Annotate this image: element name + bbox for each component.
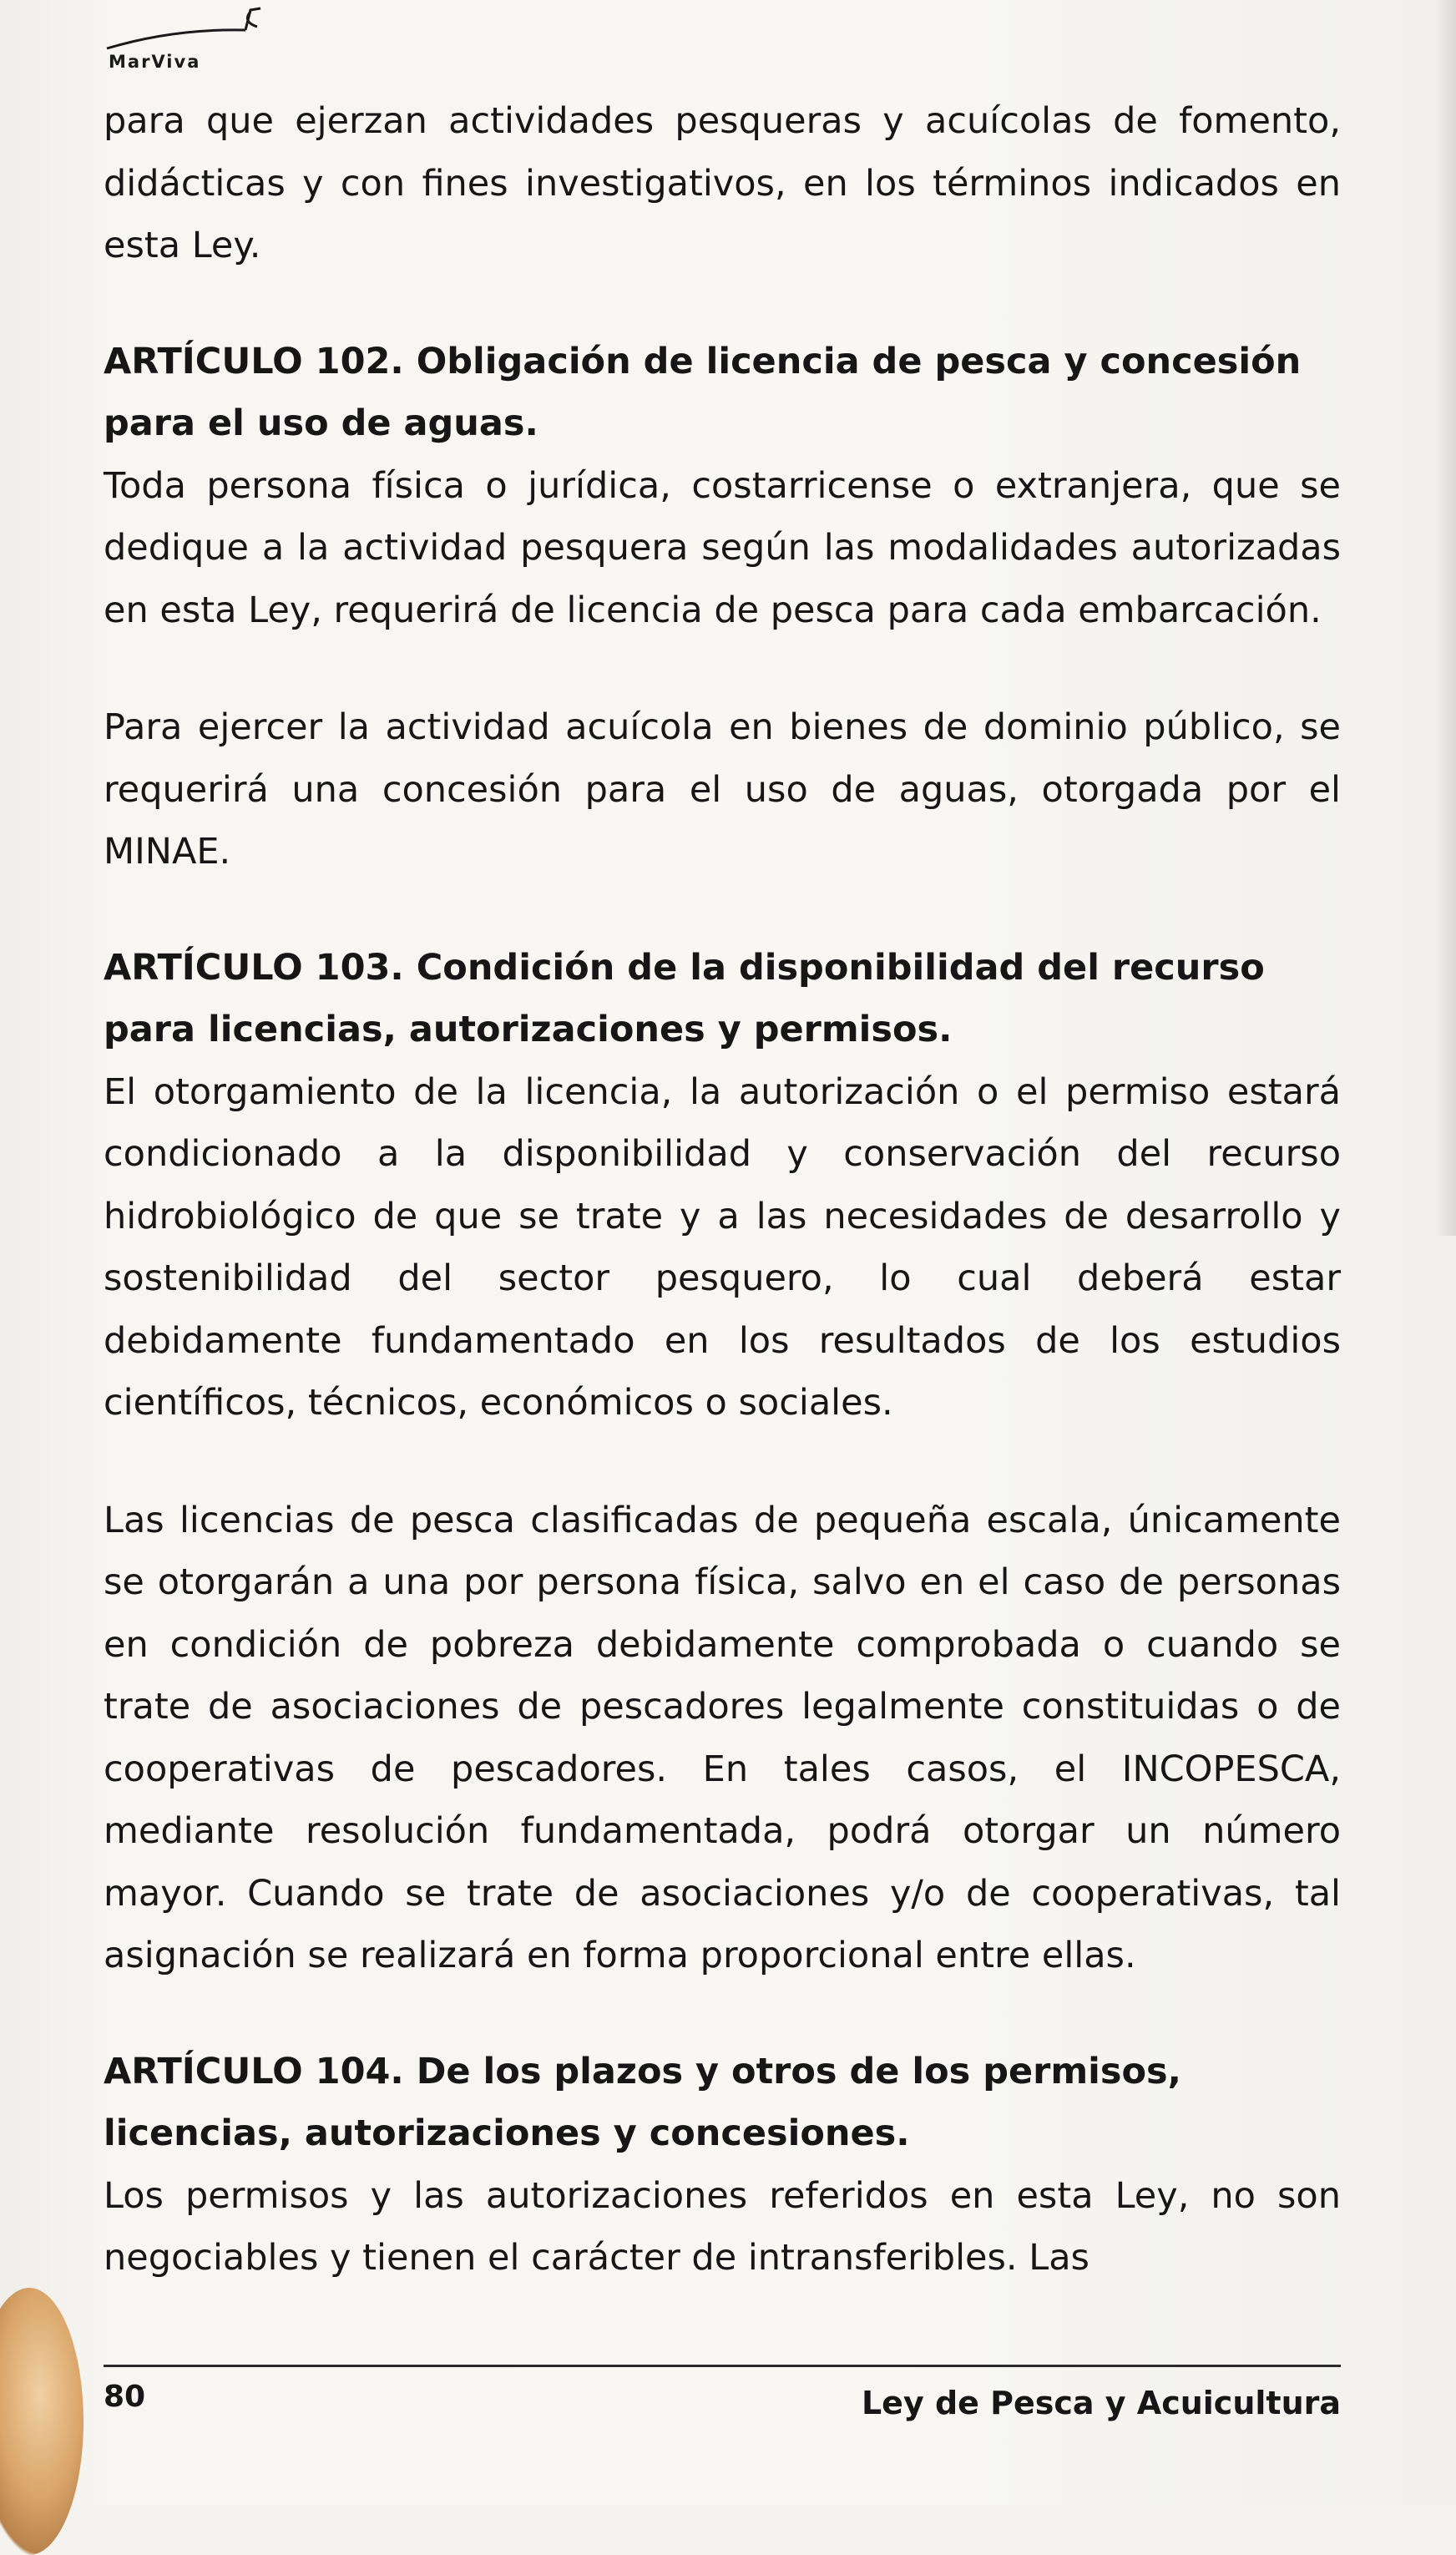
marviva-logo xyxy=(99,5,282,73)
logo-swoosh-icon xyxy=(99,5,282,55)
intro-paragraph: para que ejerzan actividades pesqueras y acuícolas de fomento, didácticas y con fines investigativos, en los términos indicados en esta Ley. xyxy=(104,100,1341,266)
logo-text: MarViva xyxy=(109,52,201,72)
page-content xyxy=(104,90,1341,2289)
footer-divider xyxy=(104,2365,1341,2367)
article-103-paragraph-2: Las licencias de pesca clasificadas de pequeña escala, únicamente se otorgarán a una por persona física, salvo en el caso de personas en condición de pobreza debidamente comprobada o cuando se trate de asociaciones de pescadores legalmente constituidas o de cooperativas de pescadores. En tales casos, el INCOPESCA, mediante resolución fundamentada, podrá otorgar un número mayor. Cuando se trate de asociaciones y/o de cooperativas, tal asignación se realizará en forma proporcional entre ellas. xyxy=(104,1499,1341,1976)
page-number: 80 xyxy=(104,2380,146,2414)
article-103-heading: ARTÍCULO 103. Condición de la disponibilidad del recurso para licencias, autorizaciones y permisos. xyxy=(104,946,1265,1050)
article-104-paragraph-1: Los permisos y las autorizaciones referidos en esta Ley, no son negociables y tienen el carácter de intransferibles. Las xyxy=(104,2174,1341,2279)
holding-thumb xyxy=(0,2288,83,2555)
article-102-paragraph-2: Para ejercer la actividad acuícola en bienes de dominio público, se requerirá una concesión para el uso de aguas, otorgada por el MINAE. xyxy=(104,706,1341,873)
article-104-heading: ARTÍCULO 104. De los plazos y otros de los permisos, licencias, autorizaciones y concesiones. xyxy=(104,2050,1181,2154)
page-edge-shadow xyxy=(1434,0,1456,1236)
article-102-paragraph-1: Toda persona física o jurídica, costarricense o extranjera, que se dedique a la actividad pesquera según las modalidades autorizadas en esta Ley, requerirá de licencia de pesca para cada embarcación. xyxy=(104,464,1341,631)
article-102-heading: ARTÍCULO 102. Obligación de licencia de pesca y concesión para el uso de aguas. xyxy=(104,340,1302,444)
article-103-paragraph-1: El otorgamiento de la licencia, la autorización o el permiso estará condicionado a la disponibilidad y conservación del recurso hidrobiológico de que se trate y a las necesidades de desarrollo y sostenibilidad del sector pesquero, lo cual deberá estar debidamente fundamentado en los resultados de los estudios científicos, técnicos, económicos o sociales. xyxy=(104,1070,1341,1424)
book-title: Ley de Pesca y Acuicultura xyxy=(861,2385,1341,2421)
